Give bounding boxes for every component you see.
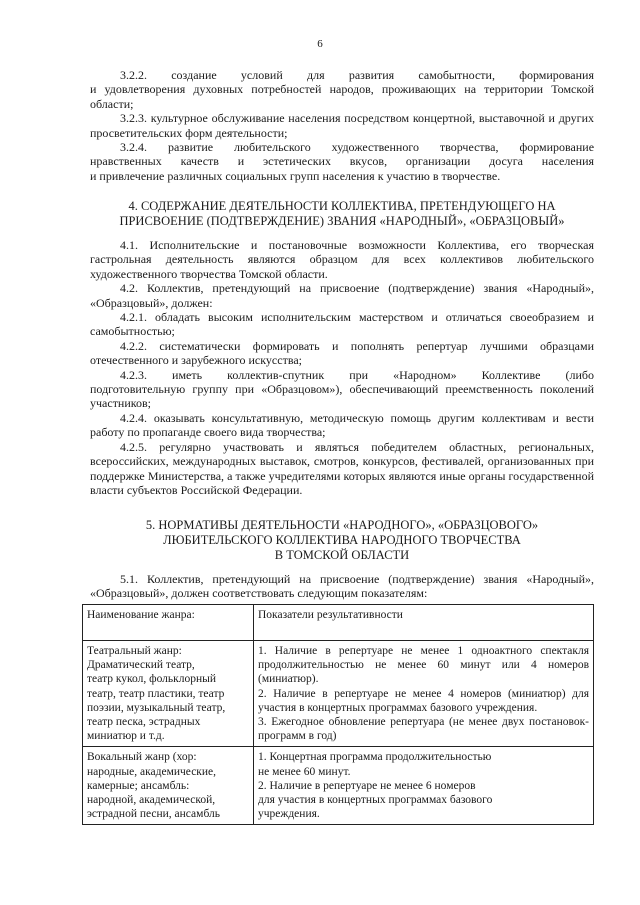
section-4-heading-line-1: 4. СОДЕРЖАНИЕ ДЕЯТЕЛЬНОСТИ КОЛЛЕКТИВА, ПРЕТЕНДУЮЩЕГО НА — [128, 199, 556, 213]
genre-cell-vocal: Вокальный жанр (хор: народные, академические, камерные; ансамбль: народной, академической, эстрадной песни, ансамбль — [83, 747, 254, 825]
section-5-body — [90, 572, 594, 601]
section-4-heading-line-2: ПРИСВОЕНИЕ (ПОДТВЕРЖДЕНИЕ) ЗВАНИЯ «НАРОДНЫЙ», «ОБРАЗЦОВЫЙ» — [119, 214, 565, 228]
paragraph-4-2-3-rest: подготовительную группу при «Образцовом»), обеспечивающий преемственность поколений участников; — [90, 382, 594, 411]
paragraph-4-2: 4.2. Коллектив, претендующий на присвоение (подтверждение) звания «Народный», «Образцовый», должен: — [90, 281, 594, 310]
table-row — [83, 641, 594, 747]
section-3-continuation — [90, 68, 594, 183]
section-5-heading — [90, 518, 594, 563]
section-4-heading — [90, 199, 594, 229]
paragraph-4-2-4: 4.2.4. оказывать консультативную, методическую помощь другим коллективам и вести работу по пропаганде своего вида творчества; — [90, 410, 594, 440]
indicators-cell-vocal: 1. Концертная программа продолжительностью не менее 60 минут. 2. Наличие в репертуаре не менее 6 номеров для участия в концертных программах базового учреждения. — [254, 747, 594, 825]
paragraph-4-2-5: 4.2.5. регулярно участвовать и являться победителем областных, региональных, всероссийских, международных выставок, смотров, конкурсов, фестивалей, организованных при поддержке Министерства, а также учредителями которых являются иные органы государственной власти субъектов Российской Федерации. — [90, 439, 594, 497]
paragraph-4-2-3-line-1: 4.2.3. иметь коллектив-спутник при «Народном» Коллективе (либо — [120, 367, 594, 382]
indicator-1: 1. Наличие в репертуаре не менее 1 одноактного спектакля продолжительностью не менее 60 минут или 4 номеров (миниатюр). — [258, 645, 589, 686]
section-4-body — [90, 238, 594, 497]
indicators-cell-theatre — [254, 641, 594, 747]
table-header-genre: Наименование жанра: — [83, 605, 254, 641]
norms-table — [82, 604, 594, 825]
paragraph-3-2-3: 3.2.3. культурное обслуживание населения посредством концертной, выставочной и других просветительских форм деятельности; — [90, 111, 594, 140]
paragraph-3-2-4-line-3: и привлечение различных социальных групп населения к участию в творчестве. — [90, 168, 501, 183]
paragraph-3-2-4-line-2: нравственных качеств и эстетических вкусов, организации досуга населения — [90, 154, 595, 169]
paragraph-3-2-4-line-1: 3.2.4. развитие любительского художественного творчества, формирование — [120, 140, 595, 155]
paragraph-4-2-2: 4.2.2. систематически формировать и пополнять репертуар лучшими образцами отечественного и зарубежного искусства; — [90, 338, 594, 368]
paragraph-3-2-2-line-1: 3.2.2. создание условий для развития самобытности, формирования — [120, 68, 594, 82]
paragraph-5-1: 5.1. Коллектив, претендующий на присвоение (подтверждение) звания «Народный», «Образцовый», должен соответствовать следующим показателям: — [90, 572, 594, 601]
table-header-row — [83, 605, 594, 641]
page-number: 6 — [317, 38, 323, 50]
section-5-heading-line-1: 5. НОРМАТИВЫ ДЕЯТЕЛЬНОСТИ «НАРОДНОГО», «ОБРАЗЦОВОГО» — [145, 518, 539, 532]
table-header-indicators: Показатели результативности — [254, 605, 594, 641]
paragraph-4-2-1: 4.2.1. обладать высоким исполнительским мастерством и отличаться своеобразием и самобытностью; — [90, 310, 594, 339]
section-5-heading-line-3: В ТОМСКОЙ ОБЛАСТИ — [274, 548, 410, 562]
paragraph-4-1: 4.1. Исполнительские и постановочные возможности Коллектива, его творческая гастрольная деятельность являются образцом для всех коллективов любительского художественного творчества Томской области. — [90, 238, 594, 281]
genre-cell-theatre: Театральный жанр: Драматический театр, театр кукол, фольклорный театр, театр пластики, театр поэзии, музыкальный театр, театр песка, эстрадных миниатюр и т.д. — [83, 641, 254, 747]
indicator-2: 2. Наличие в репертуаре не менее 4 номеров (миниатюр) для участия в концертных программах базового учреждения. — [258, 687, 589, 714]
indicator-3: 3. Ежегодное обновление репертуара (не менее двух постановок-программ в год) — [258, 716, 589, 743]
table-row — [83, 747, 594, 825]
paragraph-3-2-2-rest: и удовлетворения духовных потребностей народов, проживающих на территории Томской области; — [90, 82, 594, 111]
section-5-heading-line-2: ЛЮБИТЕЛЬСКОГО КОЛЛЕКТИВА НАРОДНОГО ТВОРЧЕСТВА — [163, 533, 521, 547]
